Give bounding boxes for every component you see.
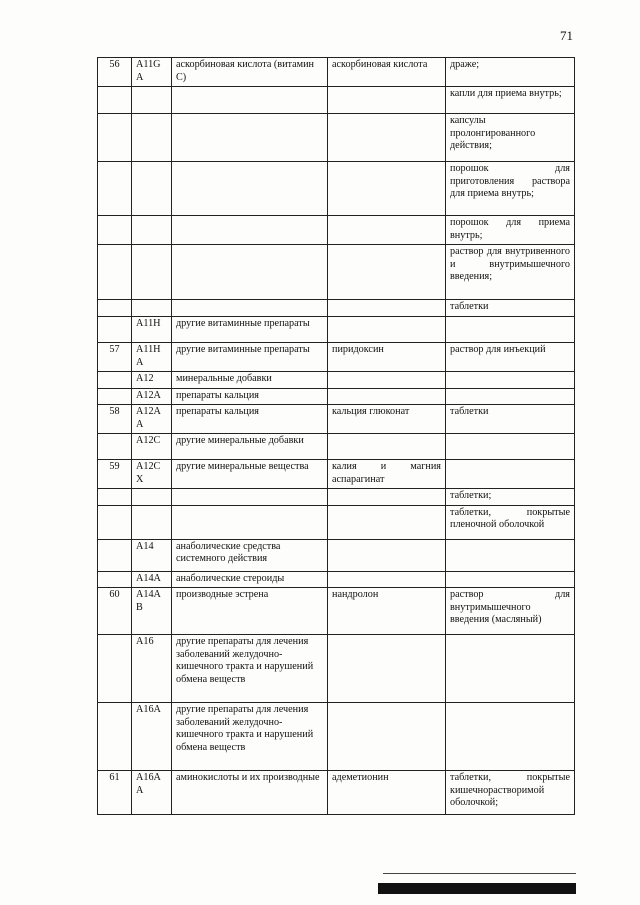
dosage-form-cell: таблетки; bbox=[446, 489, 575, 506]
substance-cell bbox=[328, 216, 446, 245]
atc-code-cell bbox=[132, 216, 172, 245]
table-row bbox=[98, 114, 575, 162]
dosage-form-cell bbox=[446, 388, 575, 405]
table-row bbox=[98, 300, 575, 317]
substance-cell bbox=[328, 372, 446, 389]
dosage-form-cell bbox=[446, 460, 575, 489]
dosage-form-cell: таблетки, покрытые кишечнорастворимой оболочкой; bbox=[446, 771, 575, 815]
table-row bbox=[98, 162, 575, 216]
atc-group-cell: препараты кальция bbox=[172, 388, 328, 405]
dosage-form-cell: таблетки bbox=[446, 300, 575, 317]
atc-group-cell: минеральные добавки bbox=[172, 372, 328, 389]
atc-group-cell bbox=[172, 114, 328, 162]
atc-group-cell bbox=[172, 216, 328, 245]
substance-cell: нандролон bbox=[328, 588, 446, 635]
atc-code-cell: A14A B bbox=[132, 588, 172, 635]
substance-cell bbox=[328, 489, 446, 506]
table-row bbox=[98, 87, 575, 114]
row-number-cell: 57 bbox=[98, 343, 132, 372]
row-number-cell bbox=[98, 388, 132, 405]
row-number-cell: 58 bbox=[98, 405, 132, 434]
table-row bbox=[98, 343, 575, 372]
dosage-form-cell: капли для приема внутрь; bbox=[446, 87, 575, 114]
atc-group-cell: анаболические средства системного действия bbox=[172, 539, 328, 571]
dosage-form-cell: раствор для внутримышечного введения (масляный) bbox=[446, 588, 575, 635]
dosage-form-cell: таблетки bbox=[446, 405, 575, 434]
substance-cell bbox=[328, 388, 446, 405]
substance-cell: кальция глюконат bbox=[328, 405, 446, 434]
row-number-cell: 61 bbox=[98, 771, 132, 815]
dosage-form-cell bbox=[446, 434, 575, 460]
atc-group-cell bbox=[172, 87, 328, 114]
atc-group-cell bbox=[172, 489, 328, 506]
substance-cell: адеметионин bbox=[328, 771, 446, 815]
dosage-form-cell: драже; bbox=[446, 58, 575, 87]
atc-code-cell: A14A bbox=[132, 571, 172, 588]
substance-cell: калия и магния аспарагинат bbox=[328, 460, 446, 489]
footer-redaction-bar bbox=[378, 883, 576, 894]
table-row bbox=[98, 571, 575, 588]
page-number: 71 bbox=[560, 28, 573, 43]
row-number-cell bbox=[98, 372, 132, 389]
row-number-cell bbox=[98, 317, 132, 343]
atc-group-cell: другие препараты для лечения заболеваний желудочно-кишечного тракта и нарушений обмена веществ bbox=[172, 703, 328, 771]
substance-cell bbox=[328, 114, 446, 162]
substance-cell bbox=[328, 539, 446, 571]
substance-cell bbox=[328, 635, 446, 703]
substance-cell bbox=[328, 162, 446, 216]
atc-code-cell: A11H A bbox=[132, 343, 172, 372]
row-number-cell bbox=[98, 162, 132, 216]
table-row bbox=[98, 245, 575, 300]
dosage-form-cell bbox=[446, 317, 575, 343]
row-number-cell bbox=[98, 87, 132, 114]
row-number-cell bbox=[98, 489, 132, 506]
atc-code-cell: A16 bbox=[132, 635, 172, 703]
atc-code-cell bbox=[132, 114, 172, 162]
table-row bbox=[98, 588, 575, 635]
row-number-cell bbox=[98, 571, 132, 588]
row-number-cell bbox=[98, 635, 132, 703]
substance-cell bbox=[328, 703, 446, 771]
table-row bbox=[98, 317, 575, 343]
row-number-cell: 56 bbox=[98, 58, 132, 87]
substance-cell bbox=[328, 434, 446, 460]
table-row bbox=[98, 434, 575, 460]
atc-group-cell: другие витаминные препараты bbox=[172, 343, 328, 372]
atc-code-cell: A16A bbox=[132, 703, 172, 771]
row-number-cell bbox=[98, 505, 132, 539]
dosage-form-cell bbox=[446, 539, 575, 571]
atc-group-cell: аскорбиновая кислота (витамин С) bbox=[172, 58, 328, 87]
table-row bbox=[98, 539, 575, 571]
substance-cell bbox=[328, 571, 446, 588]
dosage-form-cell: порошок для приема внутрь; bbox=[446, 216, 575, 245]
atc-code-cell bbox=[132, 87, 172, 114]
row-number-cell bbox=[98, 216, 132, 245]
atc-code-cell: A12 bbox=[132, 372, 172, 389]
table-row bbox=[98, 703, 575, 771]
dosage-form-cell: раствор для инъекций bbox=[446, 343, 575, 372]
substance-cell: пиридоксин bbox=[328, 343, 446, 372]
atc-group-cell: другие препараты для лечения заболеваний желудочно-кишечного тракта и нарушений обмена веществ bbox=[172, 635, 328, 703]
table-row bbox=[98, 771, 575, 815]
atc-code-cell: A12A bbox=[132, 388, 172, 405]
atc-group-cell bbox=[172, 505, 328, 539]
row-number-cell bbox=[98, 539, 132, 571]
row-number-cell bbox=[98, 245, 132, 300]
table-row bbox=[98, 216, 575, 245]
atc-group-cell: производные эстрена bbox=[172, 588, 328, 635]
dosage-form-cell bbox=[446, 571, 575, 588]
dosage-form-cell bbox=[446, 372, 575, 389]
row-number-cell bbox=[98, 300, 132, 317]
table-row bbox=[98, 635, 575, 703]
atc-code-cell bbox=[132, 162, 172, 216]
table-row bbox=[98, 460, 575, 489]
table-row bbox=[98, 405, 575, 434]
row-number-cell bbox=[98, 114, 132, 162]
substance-cell bbox=[328, 300, 446, 317]
atc-group-cell: другие минеральные вещества bbox=[172, 460, 328, 489]
row-number-cell: 60 bbox=[98, 588, 132, 635]
substance-cell bbox=[328, 87, 446, 114]
atc-group-cell: другие витаминные препараты bbox=[172, 317, 328, 343]
atc-code-cell bbox=[132, 300, 172, 317]
atc-group-cell: анаболические стероиды bbox=[172, 571, 328, 588]
substance-cell bbox=[328, 317, 446, 343]
atc-code-cell: A12C bbox=[132, 434, 172, 460]
table-row bbox=[98, 388, 575, 405]
atc-group-cell: препараты кальция bbox=[172, 405, 328, 434]
atc-code-cell: A11H bbox=[132, 317, 172, 343]
atc-code-cell: A12A A bbox=[132, 405, 172, 434]
medicines-table bbox=[97, 57, 575, 815]
dosage-form-cell: порошок для приготовления раствора для приема внутрь; bbox=[446, 162, 575, 216]
table-row bbox=[98, 505, 575, 539]
substance-cell: аскорбиновая кислота bbox=[328, 58, 446, 87]
dosage-form-cell: капсулы пролонгированного действия; bbox=[446, 114, 575, 162]
atc-group-cell bbox=[172, 300, 328, 317]
table-row bbox=[98, 372, 575, 389]
atc-group-cell bbox=[172, 162, 328, 216]
atc-code-cell: A12C X bbox=[132, 460, 172, 489]
substance-cell bbox=[328, 245, 446, 300]
row-number-cell bbox=[98, 434, 132, 460]
row-number-cell: 59 bbox=[98, 460, 132, 489]
atc-group-cell: аминокислоты и их производные bbox=[172, 771, 328, 815]
row-number-cell bbox=[98, 703, 132, 771]
dosage-form-cell bbox=[446, 703, 575, 771]
footer-line bbox=[383, 873, 576, 874]
atc-code-cell: A14 bbox=[132, 539, 172, 571]
table-row bbox=[98, 58, 575, 87]
dosage-form-cell: раствор для внутривенного и внутримышечного введения; bbox=[446, 245, 575, 300]
atc-group-cell: другие минеральные добавки bbox=[172, 434, 328, 460]
atc-code-cell bbox=[132, 505, 172, 539]
atc-code-cell bbox=[132, 245, 172, 300]
dosage-form-cell bbox=[446, 635, 575, 703]
atc-code-cell: A16A A bbox=[132, 771, 172, 815]
dosage-form-cell: таблетки, покрытые пленочной оболочкой bbox=[446, 505, 575, 539]
atc-code-cell: A11G A bbox=[132, 58, 172, 87]
table-row bbox=[98, 489, 575, 506]
atc-code-cell bbox=[132, 489, 172, 506]
substance-cell bbox=[328, 505, 446, 539]
atc-group-cell bbox=[172, 245, 328, 300]
